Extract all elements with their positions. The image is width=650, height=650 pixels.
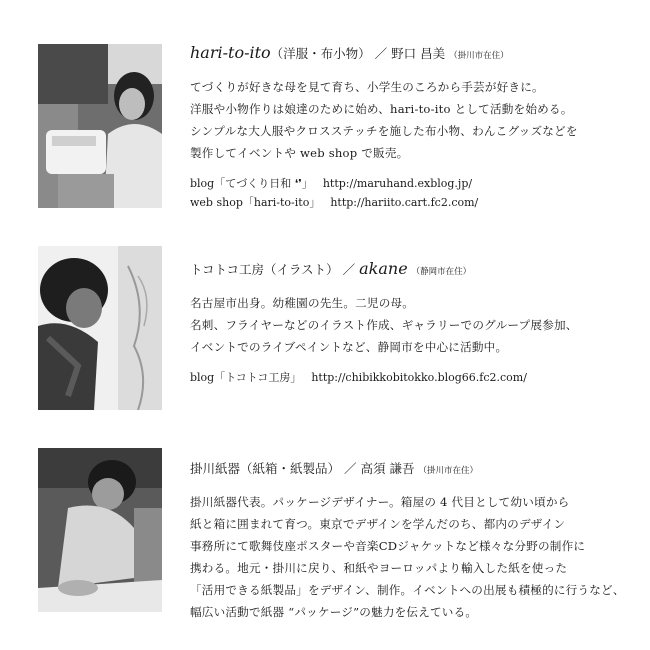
genre: （洋服・布小物） [270, 46, 371, 61]
bio-line: 携わる。地元・掛川に戻り、和紙やヨーロッパより輸入した紙を使った [190, 561, 568, 575]
woman-sewing-photo [38, 44, 162, 208]
bio-line: シンプルな大人服やクロスステッチを施した布小物、わんこグッズなどを [190, 124, 578, 138]
profile-photo [38, 448, 162, 612]
bio-line: イベントでのライブペイントなど、静岡市を中心に活動中。 [190, 340, 508, 354]
bio-line: てづくりが好きな母を見て育ち、小学生のころから手芸が好きに。 [190, 80, 544, 94]
bio-line: 事務所にて歌舞伎座ポスターや音楽CDジャケットなど様々な分野の制作に [190, 539, 586, 553]
bio-text [190, 491, 630, 623]
links [190, 174, 630, 212]
link-url[interactable]: http://maruhand.exblog.jp/ [322, 177, 473, 190]
bio-line: 幅広い活動で紙器 “パッケージ”の魅力を伝えている。 [190, 605, 478, 619]
profile-content [190, 44, 630, 212]
bio-line: 名古屋市出身。幼稚園の先生。二児の母。 [190, 296, 415, 310]
brand-name: 掛川紙器 [190, 461, 241, 476]
brand-name: hari-to-ito [190, 43, 271, 62]
bio-line: 洋服や小物作りは娘達のために始め、hari-to-ito として活動を始める。 [190, 102, 573, 116]
bio-line: 掛川紙器代表。パッケージデザイナー。箱屋の 4 代目として幼い頃から [190, 495, 570, 509]
bio-line: 名刺、フライヤーなどのイラスト作成、ギャラリーでのグループ展参加、 [190, 318, 578, 332]
person-name: akane [359, 259, 408, 278]
man-working-photo [38, 448, 162, 612]
location: （掛川市在住） [449, 51, 509, 61]
link-row [190, 174, 630, 193]
bio-text [190, 292, 630, 358]
profile-content [190, 260, 630, 387]
profile-photo [38, 246, 162, 410]
links [190, 368, 630, 387]
profile-heading [190, 44, 630, 65]
genre: （紙箱・紙製品） [240, 461, 341, 476]
link-row [190, 368, 630, 387]
separator: ／ [374, 46, 388, 61]
bio-line: 紙と箱に囲まれて育つ。東京でデザインを学んだのち、都内のデザイン [190, 517, 566, 531]
person-name: 野口 昌美 [391, 46, 446, 61]
bio-text [190, 76, 630, 164]
link-url[interactable]: http://hariito.cart.fc2.com/ [330, 196, 479, 209]
man-painting-photo [38, 246, 162, 410]
separator: ／ [344, 461, 357, 476]
profile-heading [190, 460, 630, 480]
link-row [190, 193, 630, 212]
bio-line: 製作してイベントや web shop で販売。 [190, 146, 409, 160]
location: （掛川市在住） [418, 466, 478, 476]
profile-content [190, 460, 630, 623]
separator: ／ [342, 262, 356, 277]
profile-heading [190, 260, 630, 281]
bio-line: 「活用できる紙製品」をデザイン、制作。イベントへの出展も積極的に行うなど、 [190, 583, 625, 597]
profile-photo [38, 44, 162, 208]
link-label: blog「てづくり日和 ❛❜」 [190, 177, 313, 190]
brand-name: トコトコ工房（イラスト） [190, 262, 339, 277]
person-name: 高須 謙吾 [360, 461, 415, 476]
link-url[interactable]: http://chibikkobitokko.blog66.fc2.com/ [311, 371, 527, 384]
link-label: web shop「hari-to-ito」 [190, 196, 321, 209]
link-label: blog「トコトコ工房」 [190, 371, 302, 384]
location: （静岡市在住） [411, 267, 472, 277]
